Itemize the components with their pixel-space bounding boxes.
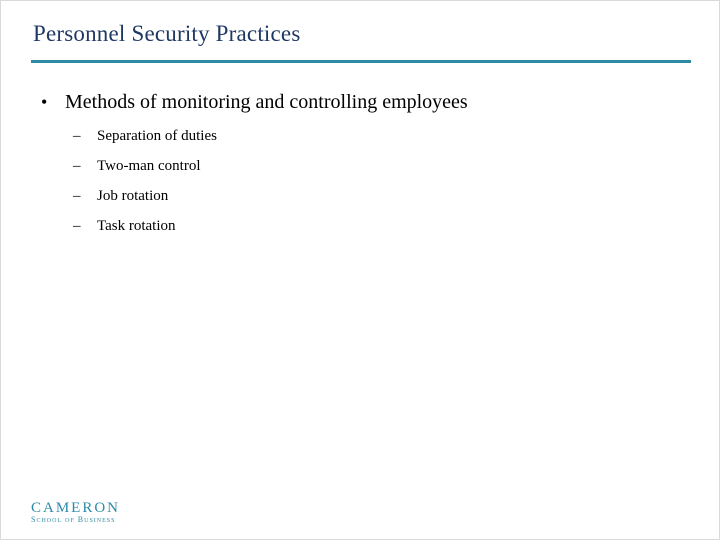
bullet-item <box>41 91 689 114</box>
cameron-school-logo <box>31 500 120 525</box>
bullet-dot-icon: • <box>41 92 48 112</box>
dash-bullet-icon: – <box>73 158 81 174</box>
sub-bullet-list <box>73 128 689 235</box>
logo-name-text: CAMERON <box>31 499 121 516</box>
bullet-text: Methods of monitoring and controlling employees <box>65 91 468 113</box>
dash-bullet-icon: – <box>73 218 81 234</box>
dash-bullet-icon: – <box>73 188 81 204</box>
slide-title: Personnel Security Practices <box>33 21 301 46</box>
logo-subtitle-text: School of Business <box>31 515 116 525</box>
sub-bullet-item <box>73 158 689 175</box>
sub-bullet-text: Job rotation <box>97 188 169 204</box>
sub-bullet-text: Task rotation <box>97 218 176 234</box>
title-divider-rule <box>31 60 691 63</box>
sub-bullet-item <box>73 128 689 145</box>
sub-bullet-text: Two-man control <box>97 158 201 174</box>
sub-bullet-item <box>73 218 689 235</box>
sub-bullet-text: Separation of duties <box>97 128 217 144</box>
dash-bullet-icon: – <box>73 128 81 144</box>
sub-bullet-item <box>73 188 689 205</box>
bullet-list <box>41 91 689 248</box>
